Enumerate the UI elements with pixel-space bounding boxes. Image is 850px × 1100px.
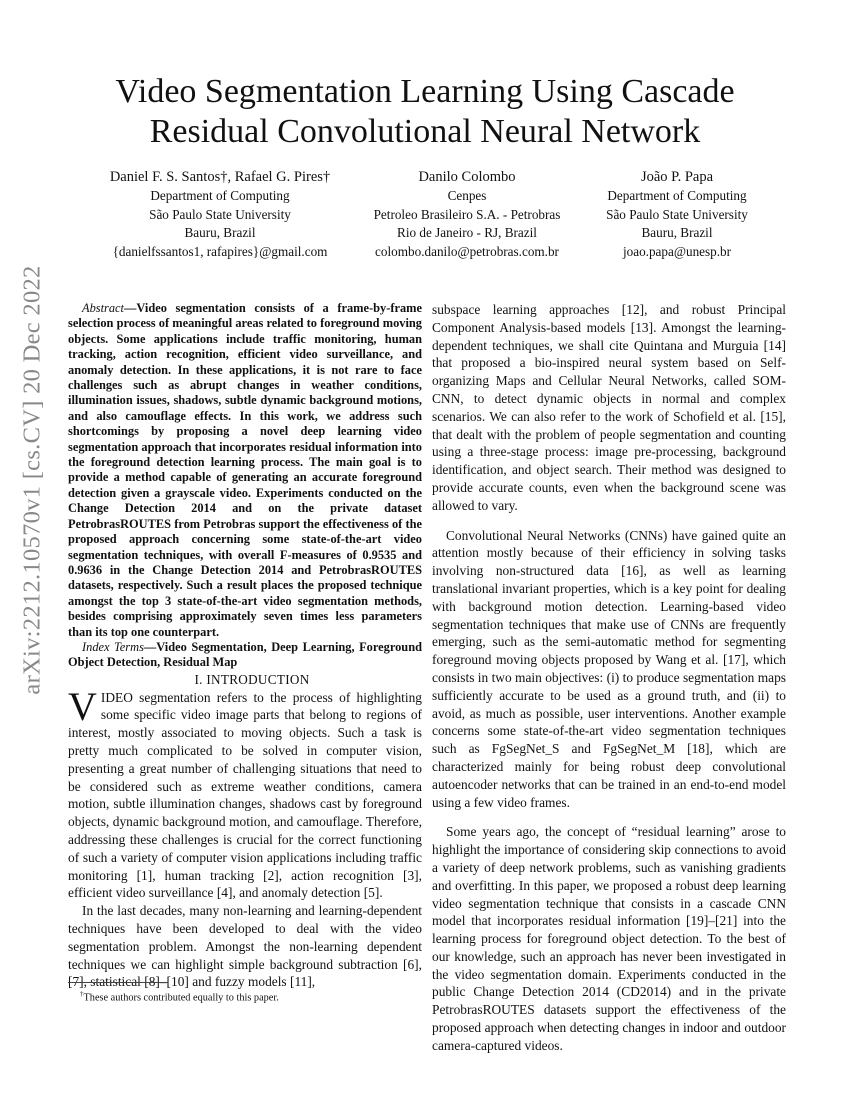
abstract	[68, 301, 422, 640]
arxiv-stamp-text: arXiv:2212.10570v1 [cs.CV] 20 Dec 2022	[19, 265, 47, 695]
author-org: São Paulo State University	[149, 206, 291, 222]
footnote-text: These authors contributed equally to this paper.	[83, 992, 279, 1004]
arxiv-stamp	[18, 265, 48, 695]
author-block-1	[85, 168, 355, 261]
right-paragraph-2: Convolutional Neural Networks (CNNs) have gained quite an attention mostly because of their efficiency in solving tasks involving non-structured data [16], as well as learning translational invariant properties, which is a key point for dealing with background motion detection. Learning-based video segmentation techniques that make use of CNNs are frequently emerging, such as the semi-automatic method for segmenting foreground moving objects proposed by Wang et al. [17], which consists in two main objectives: (i) to produce segmentation maps sufficiently accurate to be used as a ground truth, and (ii) to avoid, as much as possible, user interventions. Another example concerns some state-of-the-art video segmentation techniques such as FgSegNet_S and FgSegNet_M [18], which are characterized mainly for being robust deep convolutional autoencoder networks that can be trained in an end-to-end model using a few video frames.	[432, 527, 786, 810]
title-line-2: Residual Convolutional Neural Network	[149, 113, 701, 150]
author-dept: Department of Computing	[150, 188, 290, 203]
author-name: Daniel F. S. Santos†, Rafael G. Pires†	[109, 169, 331, 185]
abstract-label: Abstract	[82, 301, 124, 315]
index-terms-text: —Video Segmentation, Deep Learning, Foreground Object Detection, Residual Map	[68, 639, 422, 670]
author-dept: Department of Computing	[607, 188, 747, 203]
title-line-1: Video Segmentation Learning Using Cascade	[115, 73, 735, 110]
author-email: {danielfssantos1, rafapires}@gmail.com	[112, 243, 328, 259]
author-name: João P. Papa	[640, 169, 714, 185]
abstract-text: —Video segmentation consists of a frame-by-frame selection process of meaningful areas related to foreground moving objects. Some applications include traffic monitoring, human tracking, action recognition, efficient video surveillance, and anomaly detection. In these applications, it is not rare to face challenges such as abrupt changes in weather conditions, illumination issues, shadows, subtle dynamic background motions, and also camouflage effects. In this work, we address such shortcomings by proposing a novel deep learning video segmentation approach that incorporates residual information into the foreground detection learning process. The main goal is to provide a method capable of generating an accurate foreground detection given a grayscale video. Experiments conducted on the Change Detection 2014 and on the private dataset PetrobrasROUTES from Petrobras support the effectiveness of the proposed approach concerning some state-of-the-art video segmentation techniques, with overall F-measures of 0.9535 and 0.9636 in the Change Detection 2014 and PetrobrasROUTES datasets, respectively. Such a result places the proposed technique amongst the top 3 state-of-the-art video segmentation methods, besides comprising approximately seven times less parameters than its top one counterpart.	[68, 301, 422, 639]
author-city: Rio de Janeiro - RJ, Brazil	[397, 225, 537, 240]
author-org: São Paulo State University	[606, 206, 748, 222]
dropcap: V	[68, 683, 97, 729]
right-column	[432, 301, 786, 1055]
author-dept: Cenpes	[447, 188, 487, 203]
author-city: Bauru, Brazil	[641, 225, 713, 240]
right-paragraph-3: Some years ago, the concept of “residual learning” arose to highlight the importance of considering skip connections to avoid a variety of deep network problems, such as vanishing gradients and overfitting. In this paper, we proposed a robust deep learning video segmentation technique that consists in a cascade CNN model that incorporates residual information [19]–[21] into the learning process for foreground object detection. To the best of our knowledge, such an approach has never been investigated in the video segmentation domain. Experiments conducted in the public Change Detection 2014 (CD2014) and in the private PetrobrasROUTES datasets support the effectiveness of the proposed approach when detecting changes in indoor and outdoor camera-captured videos.	[432, 824, 786, 1053]
author-city: Bauru, Brazil	[184, 225, 256, 240]
intro-paragraph-2: In the last decades, many non-learning and learning-dependent techniques have been developed to deal with the video segmentation problem. Amongst the non-learning dependent techniques we can highlight simple background subtraction [6], [7], statistical [8]–[10] and fuzzy models [11],	[68, 903, 422, 990]
author-org: Petroleo Brasileiro S.A. - Petrobras	[373, 206, 561, 222]
intro-paragraph-1-text: IDEO segmentation refers to the process of highlighting some specific video image parts that belong to regions of interest, mostly associated to moving objects. Such a task is pretty much complicated to be solved in computer vision, presenting a great number of challenging situations that need to be considered such as extreme weather conditions, camera motion, subtle illumination changes, shadows cast by foreground objects, dynamic background motion, and camouflage. Therefore, addressing these challenges is crucial for the correct functioning of such a variety of computer vision applications including traffic monitoring [1], human tracking [2], action recognition [3], efficient video surveillance [4], and anomaly detection [5].	[68, 689, 422, 901]
author-block-3	[588, 168, 766, 261]
section-heading-introduction: I. INTRODUCTION	[194, 671, 310, 687]
intro-paragraph-1	[68, 683, 422, 903]
right-paragraph-1: subspace learning approaches [12], and robust Principal Component Analysis-based models [13]. Amongst the learning-dependent techniques, we shall cite Quintana and Murguia [14] that proposed a bio-inspired neural system based on Self-organizing Maps and Cellular Neural Networks, called SOM-CNN, to detect dynamic objects in normal and complex scenarios. We can also refer to the work of Schofield et al. [15], that dealt with the problem of people segmentation and counting using a three-stage process: image pre-processing, background identification, and object search. Their method was designed to provide accurate counts, even when the background scene was allowed to vary.	[432, 302, 786, 513]
author-name: Danilo Colombo	[418, 169, 516, 185]
footnote-mark: †	[80, 990, 84, 998]
footnote-rule	[68, 982, 168, 983]
index-terms	[68, 640, 422, 671]
footnote	[80, 988, 279, 1004]
author-email: joao.papa@unesp.br	[622, 243, 732, 259]
left-column	[68, 301, 422, 991]
index-terms-label: Index Terms	[82, 639, 144, 654]
paper-title	[80, 72, 770, 152]
author-block-2	[356, 168, 578, 261]
author-email: colombo.danilo@petrobras.com.br	[375, 243, 559, 259]
